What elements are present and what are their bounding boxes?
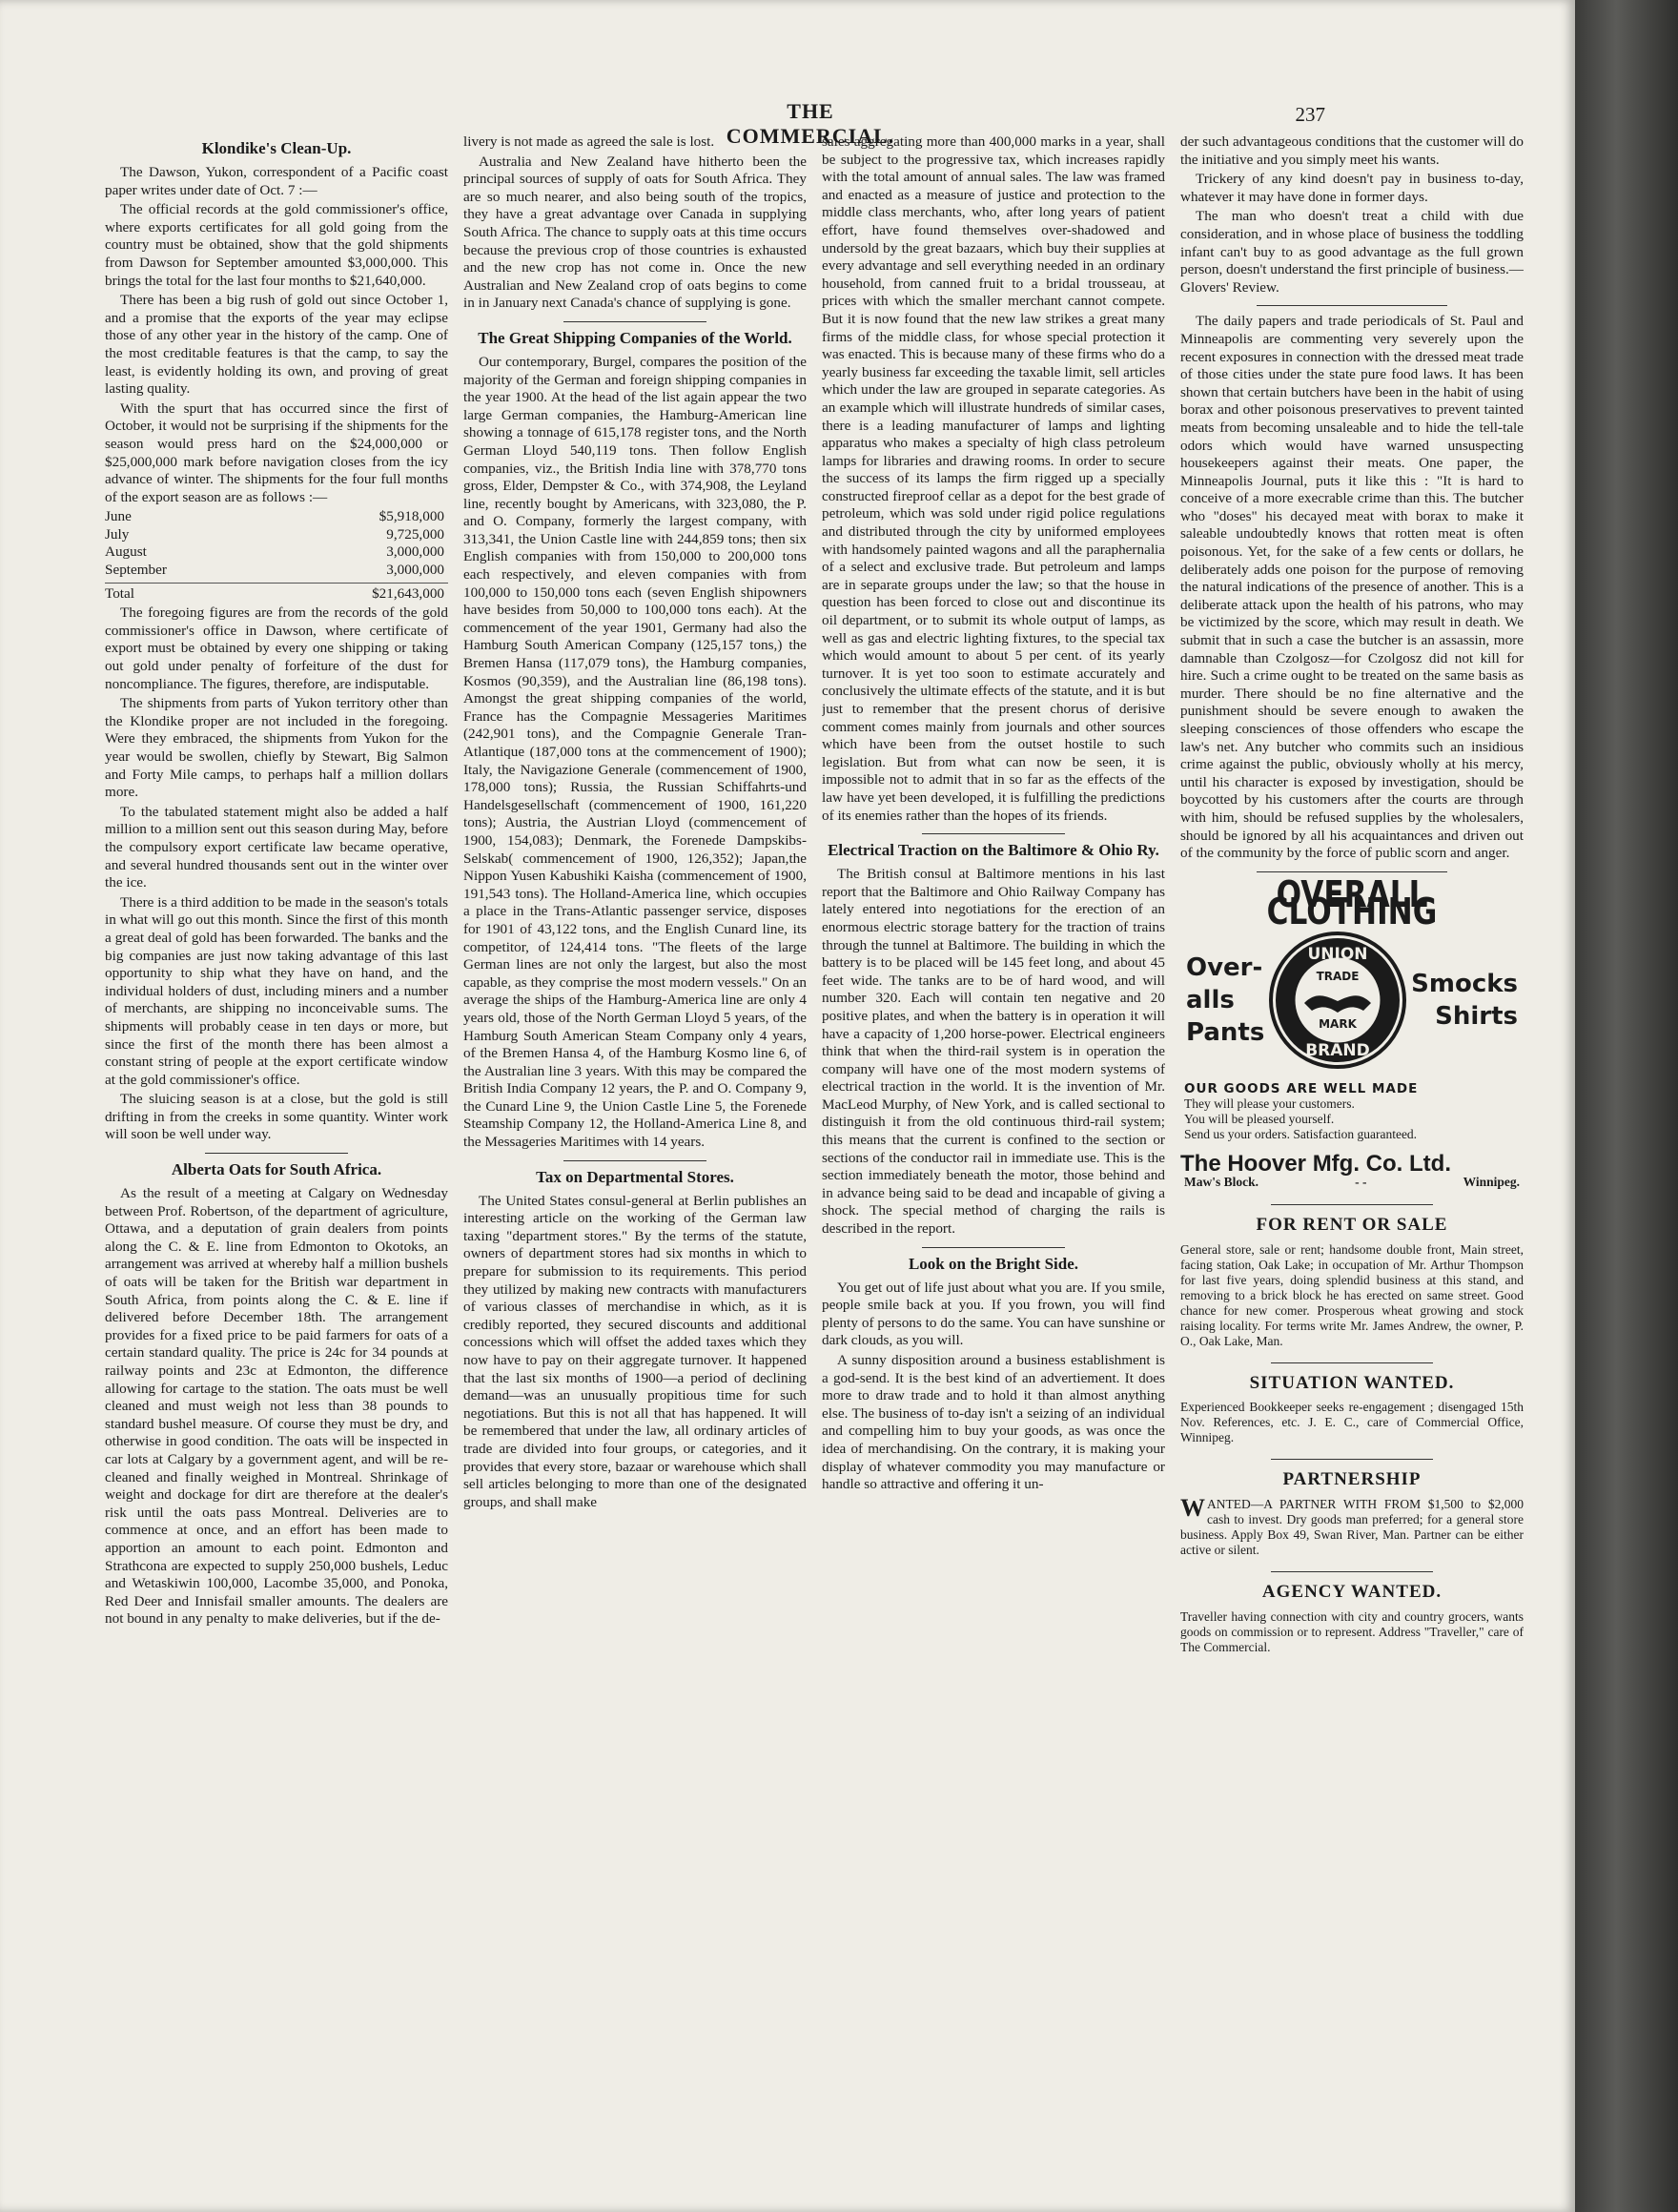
ad-word: Pants — [1186, 1017, 1265, 1047]
paragraph: sales aggregating more than 400,000 marks in a year, shall be subject to the progressive tax, which increases rapidly with the total amount of annual sales. The law was framed and enacted as a measure of justice and protection to the middle class merchants, who, after long years of patient effort, have found themselves over-shadowed and undersold by the great bazaars, which buy their supplies at every advantage and sell everything needed in an ordinary household, from canned fruit to a bridal trousseau, at prices with which the smaller merchant cannot compete. But it is now found that the new law strikes a great many firms of the middle class, for whose special protection it was enacted. This is because many of these firms who do a yearly business far exceeding the taxable limit, sell articles which under the law are grouped in separate categories. As an example which will illustrate hundreds of similar cases, there is a leading manufacturer of lamps and lighting apparatus who makes a specialty of high class petroleum lamps for libraries and drawing rooms. In order to secure the success of its lamps the firm rigged up a specially constructed fireproof cellar as a depot for the best grade of petroleum, which was sold under rigid police regulations and distributed through the city by uniformed employees with handsomely painted wagons and all the paraphernalia of a select and exclusive trade. But petroleum and lamps are in separate groups under the law; so that the house in question has been forced to close out and discontinue its oil department, or to submit its whole output of lamps, as well as gas and electric lighting fixtures, to the special tax which would amount to about 5 per cent. of its yearly turnover. It is yet too soon to estimate accurately and conclusively the ultimate effects of the statute, and it is but just to remember that the present chorus of derisive comment comes mainly from journals and other sources which have been from the outset hostile to such legislation. But from what can now be seen, it is impossible not to admit that in so far as the effects of the law have yet been developed, it is fulfilling the predictions of its enemies rather than the hopes of its friends. — [822, 133, 1165, 824]
classified-text-agency: Traveller having connection with city and country grocers, wants goods on commission or to represent. Address "Traveller," care of The Commercial. — [1180, 1608, 1524, 1654]
ad-company-name: The Hoover Mfg. Co. Ltd. — [1180, 1150, 1451, 1177]
shipment-amount: $5,918,000 — [379, 508, 444, 525]
paragraph: There has been a big rush of gold out since October 1, and a promise that the exports of the year may eclipse those of any other year in the history of the camp. One of the most creditable features is that the camp, to say the least, is evidently holding its own, and proving of great lasting quality. — [105, 292, 448, 398]
paragraph: A sunny disposition around a business establishment is a god-send. It is the best kind of an advertiement. It does more to draw trade and to hold it than almost anything else. The business of to-day isn't a seizing of an individual and compelling him to buy your goods, as was once the idea of merchandising. On the contrary, it is making your display of whatever commodity you may manufacture or handle so attractive and offering it un- — [822, 1352, 1165, 1493]
classified-text-rent: General store, sale or rent; handsome double front, Main street, facing station, Oak Lake; in occupation of Mr. Arthur Thompson for last five years, doing splendid business at this stand, and removing to a brick block he has erected on same street. Good chance for new comer. Prosperous wheat growing and stock raising locality. For terms write Mr. James Andrew, the owner, P. O., Oak Lake, Man. — [1180, 1241, 1524, 1348]
ad-note-line: You will be pleased yourself. — [1184, 1111, 1335, 1126]
drop-cap: W — [1180, 1493, 1205, 1522]
paragraph: The official records at the gold commissioner's office, where exports certificates for all gold going from the country must be obtained, show that the gold shipments from Dawson for September amounted $3,000,000. This brings the total for the last four months to $21,640,000. — [105, 201, 448, 289]
paragraph: The sluicing season is at a close, but the gold is still drifting in from the creeks in some quantity. Winter work will soon be well under way. — [105, 1091, 448, 1143]
paragraph: livery is not made as agreed the sale is lost. — [463, 133, 715, 150]
shipment-month: July — [105, 525, 130, 543]
shipment-amount: 3,000,000 — [386, 562, 444, 579]
ad-left-products — [1186, 952, 1264, 1049]
address-mid: - - — [1355, 1174, 1367, 1189]
section-divider — [1271, 1459, 1433, 1460]
paragraph: The man who doesn't treat a child with due consideration, and in whose place of business the toddling infant can't buy to as good advantage as the full grown person, doesn't understand the first principle of business.—Glovers' Review. — [1180, 208, 1524, 296]
seal-bottom-text: BRAND — [1305, 1040, 1371, 1060]
section-divider — [922, 833, 1065, 834]
paragraph: You get out of life just about what you are. If you smile, people smile back at you. If you frown, you will find plenty of persons to do the same. You can have sunshine or dark clouds, as you will. — [822, 1279, 1165, 1349]
ad-word: Over- — [1186, 952, 1263, 982]
shipment-amount: 9,725,000 — [386, 525, 444, 543]
paragraph: There is a third addition to be made in the season's totals in what will go out this month. Since the first of this month a great deal of gold has been forwarded. The banks and the big companies are just now taking advantage of this last opportunity to ship what they have on hand, and the individual holders of dust, including miners and a number of merchants, are shipping no inconceivable sums. The shipments will probably cease in ten days or more, but since the first of the month there has been almost a constant string of people at the export certificate window at the gold commissioner's office. — [105, 893, 448, 1088]
ad-note-line: Send us your orders. Satisfaction guaranteed. — [1184, 1126, 1418, 1141]
section-divider — [1257, 871, 1447, 872]
shipment-row — [105, 543, 448, 562]
section-divider — [563, 321, 706, 322]
paragraph: Australia and New Zealand have hitherto been the principal sources of supply of oats for South Africa. They are so much nearer, and also being south of the tropics, they have a great advantage over Canada in supplying South Africa. The chance to supply oats at this time occurs because the previous crop of those countries is exhausted and the new crop has not come in. Once the new Australian and New Zealand crop of oats begins to come in in January next Canada's chance of supplying is gone. — [463, 153, 807, 312]
shipment-total-row — [105, 583, 448, 604]
classified-title-agency: AGENCY WANTED. — [1261, 1581, 1443, 1602]
article-title-tax: Tax on Departmental Stores. — [536, 1167, 734, 1186]
section-divider — [1257, 305, 1447, 306]
ad-product-row — [1180, 929, 1524, 1072]
paragraph: The United States consul-general at Berlin publishes an interesting article on the working of the German law taxing "department stores." By the terms of the statute, owners of department stores had six months in which to prepare for submission to its requirements. This period they utilized by making new contracts with manufacturers of various classes of merchandise in which, as it is credibly reported, they secured discounts and additional concessions which will offset the added taxes which they now have to pay on their aggregate turnover. It happened that the last six months of 1900—a period of declining demand—was an unusually propitious time for such negotiations. But this is not all that has happened. It will be remembered that under the law, all ordinary articles of trade are divided into four groups, or categories, and it provides that every store, bazaar or warehouse which shall sell articles belonging to more than one of the designated groups, and shall make — [463, 1192, 807, 1510]
section-divider — [1271, 1204, 1433, 1205]
column-4 — [1180, 133, 1524, 2164]
overall-clothing-ad — [1180, 872, 1524, 1191]
shipment-row — [105, 562, 448, 580]
section-divider — [205, 1153, 348, 1154]
classified-text-situation: Experienced Bookkeeper seeks re-engagement ; disengaged 15th Nov. References, etc. J. E. C., care of Commercial Office, Winnipeg. — [1180, 1400, 1524, 1445]
column-1 — [105, 133, 448, 2164]
union-brand-seal-icon — [1266, 929, 1409, 1072]
page-header-title: THE COMMERCIAL. — [726, 99, 895, 148]
paragraph: The Dawson, Yukon, correspondent of a Pacific coast paper writes under date of Oct. 7 :— — [105, 164, 448, 198]
ad-note-line: They will please your customers. — [1184, 1096, 1355, 1111]
address-left: Maw's Block. — [1184, 1174, 1259, 1189]
address-right: Winnipeg. — [1463, 1174, 1520, 1189]
ad-lead-line: OUR GOODS ARE WELL MADE — [1184, 1080, 1419, 1096]
section-divider — [922, 1247, 1065, 1248]
paragraph: Trickery of any kind doesn't pay in business to-day, whatever it may have done in former days. — [1180, 171, 1524, 205]
classified-title-partnership: PARTNERSHIP — [1282, 1469, 1422, 1490]
shipment-month: June — [105, 508, 132, 525]
column-2 — [463, 133, 807, 2164]
paragraph: With the spurt that has occurred since the first of October, it would not be surprising if the shipments for the season would press hard on the $24,000,000 or $25,000,000 mark before navigation closes from the icy advance of winter. The shipments for the four full months of the export season are as follows :— — [105, 399, 448, 505]
ad-note — [1180, 1081, 1524, 1142]
shipment-row — [105, 526, 448, 544]
paragraph: As the result of a meeting at Calgary on Wednesday between Prof. Robertson, of the department of agriculture, Ottawa, and a deputation of grain dealers from points along the C. & E. line from Edmonton to Okotoks, an arrangement was arrived at whereby half a million bushels of oats will be taken for the British war department in South Africa, from points along the C. & E. line if delivered before December 18th. The arrangement provides for a fixed price to be paid farmers for oats of a certain standard quality. The price is 24c for 34 pounds at railway points and 23c at Edmonton, the difference allowing for cartage to the station. The oats must be well cleaned and must weigh not less than 38 pounds to standard bushel measure. Of course they must be dry, and otherwise in good condition. The oats will be inspected in car lots at Calgary by a government agent, and will be re-cleaned and finally weighed in Montreal. Shrinkage of weight and dockage for dirt are therefore at the dealer's risk until the oats pass Montreal. Deliveries are to commence at once, and an effort has been made to apportion an amount to each point. Edmonton and Strathcona are expected to supply 250,000 bushels, Leduc and Wetaskiwin 100,000, Lacombe 35,000, and Ponoka, Red Deer and Innisfail smaller amounts. The dealers are not bound in any penalty to make deliveries, but if the de- — [105, 1185, 448, 1628]
seal-mark-text: MARK — [1319, 1016, 1358, 1031]
paragraph: To the tabulated statement might also be added a half million to a million sent out this season during May, before the compulsory export certificate law became operative, and several hundred thousands sent out in the winter over the ice. — [105, 803, 448, 891]
shipment-total-label: Total — [105, 584, 134, 602]
article-title-bright: Look on the Bright Side. — [908, 1254, 1079, 1273]
paragraph: The British consul at Baltimore mentions in his last report that the Baltimore and Ohio Railway Company has lately entered into negotiations for the erection of an enormous electric storage battery for the traction of trains through the tunnel at Baltimore. The building in which the battery is to be placed will be 145 feet long, and about 45 feet wide. The tanks are to be of hard wood, and will number 320. Each will contain ten negative and 20 positive plates, and when the battery is in operation it will have a capacity of 1,200 horse-power. Electrical engineers think that when the third-rail system is in operation the company will have one of the most modern systems of electrical traction in the world. It is the invention of Mr. MacLeod Murphy, of New York, and is called sectional to distinguish it from the old continuous third-rail system; this means that the current is confined to the section or sections of the conductor rail in immediate use. This is the section immediately beneath the motor, those behind and in advance being said to be dead and incapable of giving a shock. The special method of charging the rails is described in the report. — [822, 866, 1165, 1238]
paragraph: The foregoing figures are from the records of the gold commissioner's office in Dawson, where certificate of export must be obtained by every one shipping or taking out gold under penalty of forfeiture of the dust for noncompliance. The figures, therefore, are indisputable. — [105, 604, 448, 692]
shipment-total-value: $21,643,000 — [372, 584, 444, 602]
ad-right-products — [1411, 968, 1518, 1033]
shipment-month: September — [105, 562, 167, 579]
paragraph: The shipments from parts of Yukon territory other than the Klondike proper are not included in the foregoing. Were they embraced, the shipments from Yukon for the year would be swollen, chiefly by Stewart, Big Salmon and Forty Mile camps, to perhaps half a million dollars more. — [105, 695, 448, 801]
partnership-body: ANTED—A PARTNER WITH FROM $1,500 to $2,000 cash to invest. Dry goods man preferred; for a general store business. Apply Box 49, Swan River, Man. Partner can be either active or silent. — [1180, 1496, 1524, 1557]
paragraph: The daily papers and trade periodicals of St. Paul and Minneapolis are commenting very severely upon the recent exposures in connection with the dressed meat trade of those cities under the state pure food laws. It has been shown that certain butchers have been in the habit of using borax and other poisonous preservatives to prevent tainted meats from becoming unsaleable and to hide the tell-tale odors which would have warned unsuspecting housekeepers against their meats. One paper, the Minneapolis Journal, puts it like this : "It is hard to conceive of a more execrable crime than this. The butcher who "doses" his decayed meat with borax to make it saleable undoubtedly knows that rotten meat is often poisonous. Yet, for the sake of a few cents or dollars, he deliberately adds one poison for the purpose of removing the natural indications of the presence of another. This is a deliberate attack upon the health of his patrons, who may be victimized by the score, which may result in death. We submit that in such a case the butcher is an assassin, more damnable than Czolgosz—for Czolgosz did not kill for hire. Such a crime ought to be treated on the same basis as murder. There should be no fine alternative and the punishment should be severe enough to awaken the sleeping consciences of those offenders who escape the law's net. Any butcher who commits such an insidious crime against the public, obviously wholly at his mercy, until his character is exposed by investigation, should be boycotted by his customers after the courts are through with him, should be refused supplies by the wholesalers, should be ignored by all his acquaintances and driven out of the community by the force of public scorn and anger. — [1180, 313, 1524, 862]
article-title-electrical: Electrical Traction on the Baltimore & Ohio Ry. — [828, 841, 1159, 860]
classified-title-rent: FOR RENT OR SALE — [1256, 1215, 1448, 1236]
ad-word: Smocks — [1411, 969, 1518, 998]
section-divider — [563, 1160, 706, 1161]
page-number: 237 — [1295, 103, 1325, 126]
classified-title-situation: SITUATION WANTED. — [1249, 1372, 1455, 1393]
shipment-month: August — [105, 543, 147, 561]
seal-trade-text: TRADE — [1316, 969, 1360, 983]
ad-title: OVERALL CLOTHING — [1266, 872, 1438, 933]
article-title-alberta: Alberta Oats for South Africa. — [171, 1160, 382, 1179]
shipment-row — [105, 508, 448, 526]
ad-word: alls — [1186, 985, 1235, 1014]
section-divider — [1271, 1362, 1433, 1363]
seal-top-text: UNION — [1307, 944, 1368, 964]
shipments-table — [105, 508, 448, 603]
classified-text-partnership — [1180, 1493, 1524, 1558]
article-title-klondike: Klondike's Clean-Up. — [201, 139, 352, 157]
section-divider — [1271, 1571, 1433, 1572]
page-binding-edge — [1575, 0, 1678, 2212]
paragraph: Our contemporary, Burgel, compares the position of the majority of the German and foreign shipping companies in the year 1900. At the head of the list again appear the two large German companies, the Hamburg-American line showing a tonnage of 615,178 register tons, and the North German Lloyd 540,119 tons. Then follow English companies, viz., the British India line with 378,770 tons gross, Elder, Dempster & Co., with 374,908, the Leyland line, recently bought by Americans, with 323,080, the P. and O. Company, formerly the largest company, with 313,341, the Union Castle line with 244,859 tons; then six English companies with from 150,000 to 200,000 tons each respectively, and eleven companies with from 100,000 to 150,000 tons each (seven English shipowners have besides from 50,000 to 100,000 tons each). At the commencement of the year 1901, Germany had also the Hamburg South American Company (125,157 tons,) the Bremen Hansa (117,079 tons), the Hamburg companies, Kosmos (90,359), and the Australian line (86,198 tons). Amongst the great shipping companies of the world, France has the Compagnie Messageries Maritimes (242,901 tons), and the Compagnie Generale Tran-Atlantique (187,000 tons at the commencement of 1900); Italy, the Navigazione Generale (commencement of 1900, 178,000 tons); Russia, the Russian Schiffahrts-und Handelsgesellschaft (commencement of 1900, 161,220 tons); Austria, the Austrian Lloyd (commencement of 1900, 154,083); Denmark, the Forenede Dampskibs-Selskab( commencement of 1900, 126,352); Japan,the Nippon Yusen Kabushiki Kaisha (commencement of 1900, 191,543 tons). The Holland-America line, which occupies a place in the Trans-Atlantic passenger service, disposes for 1901 of 43,122 tons, and the English Cunard line, its competitor, of 124,414 tons. "The fleets of the large German lines are not only the largest, but also the most capable, as they comprise the most modern vessels." On an average the ships of the Hamburg-America line are only 4 years old, those of the North German Lloyd 5 years, of the Hamburg South American Steam Company only 4 years, of the Bremen Hansa 4, of the Hamburg Kosmo line 6, of the Australian line 3 years. With this may be compared the British India Company 12 years, the P. and O. Company 9, the Cunard Line 9, the Union Castle Line 5, the Forenede Steamship Company 12, the Holland-America Line 8, and the Messageries Maritimes with 14 years. — [463, 353, 807, 1151]
ad-word: Shirts — [1435, 1001, 1518, 1031]
article-title-shipping: The Great Shipping Companies of the World. — [478, 328, 792, 347]
shipment-amount: 3,000,000 — [386, 543, 444, 561]
column-3 — [822, 133, 1165, 2164]
paragraph: der such advantageous conditions that the customer will do the initiative and you simply meet his wants. — [1180, 133, 1524, 168]
